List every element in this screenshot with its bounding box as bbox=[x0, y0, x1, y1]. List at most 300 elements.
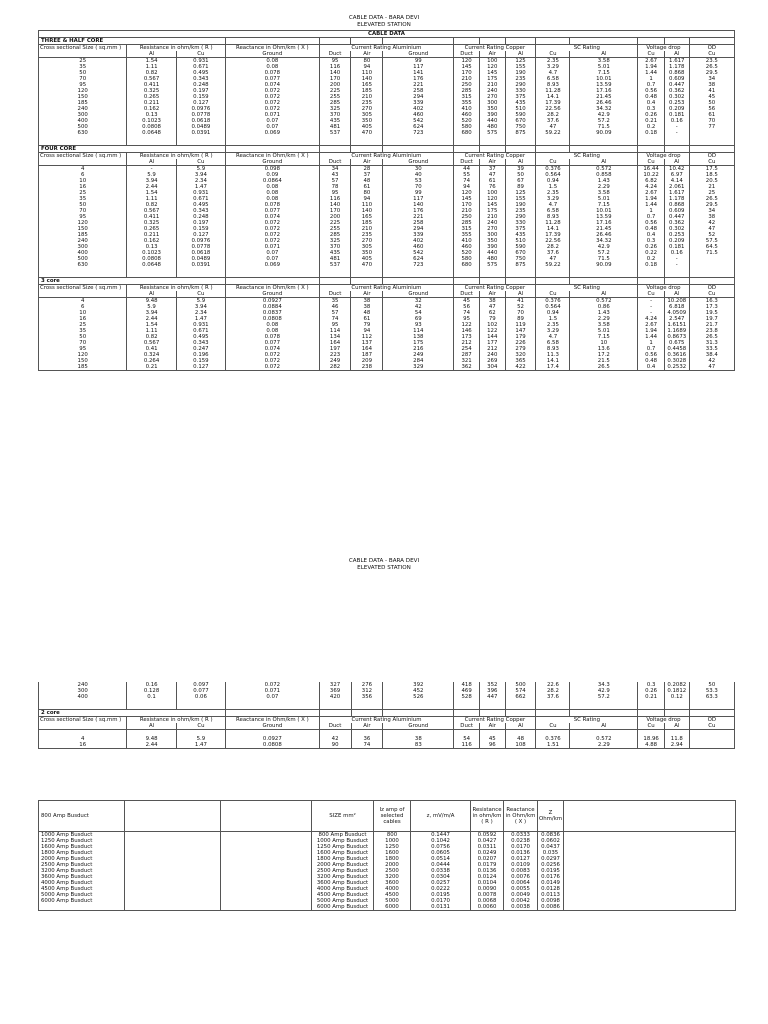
column-group-label: Cross sectional Size ( sq.mm ) bbox=[39, 717, 127, 724]
value-cell: 537 bbox=[319, 130, 351, 136]
busduct-reactance: 0.0049 bbox=[504, 892, 538, 898]
value-cell: 0.12 bbox=[664, 694, 689, 700]
value-cell: 120 bbox=[479, 64, 505, 70]
value-cell: 6.58 bbox=[536, 76, 570, 82]
value-cell: 1.617 bbox=[664, 190, 689, 196]
value-cell: 3.29 bbox=[536, 196, 570, 202]
busduct-size-label: 1000 Amp Busduct bbox=[312, 838, 374, 844]
busduct-size-label: 1800 Amp Busduct bbox=[312, 856, 374, 862]
value-cell: 0.82 bbox=[127, 70, 176, 76]
value-cell: 173 bbox=[454, 334, 480, 340]
value-cell: 580 bbox=[454, 124, 480, 130]
value-cell: 270 bbox=[479, 94, 505, 100]
value-cell: 67 bbox=[505, 178, 536, 184]
value-cell: 17.3 bbox=[689, 304, 734, 310]
value-cell: 470 bbox=[351, 262, 383, 268]
value-cell: 1.43 bbox=[570, 178, 638, 184]
value-cell: 0.3 bbox=[638, 238, 665, 244]
value-cell: 10.42 bbox=[664, 166, 689, 173]
value-cell: 134 bbox=[319, 334, 351, 340]
value-cell: 0.16 bbox=[664, 250, 689, 256]
value-cell: 14.1 bbox=[536, 358, 570, 364]
value-cell: 0.127 bbox=[176, 232, 225, 238]
value-cell: - bbox=[664, 124, 689, 130]
column-group-label: Resistance in ohm/km ( R ) bbox=[127, 45, 226, 52]
value-cell: 235 bbox=[351, 100, 383, 106]
value-cell: 140 bbox=[319, 70, 351, 76]
value-cell: 390 bbox=[479, 244, 505, 250]
empty-cell bbox=[479, 38, 505, 45]
value-cell: 0.325 bbox=[127, 88, 176, 94]
value-cell: 0.0808 bbox=[226, 742, 320, 749]
value-cell: 1.44 bbox=[638, 202, 665, 208]
value-cell: 17.16 bbox=[570, 88, 638, 94]
value-cell: 402 bbox=[383, 238, 454, 244]
busduct-reactance: 0.0333 bbox=[504, 832, 538, 839]
value-cell: 1.54 bbox=[127, 58, 176, 65]
value-cell: 62 bbox=[479, 310, 505, 316]
value-cell: 95 bbox=[319, 190, 351, 196]
value-cell: 0.324 bbox=[127, 352, 176, 358]
value-cell: 38 bbox=[689, 82, 734, 88]
value-cell: 117 bbox=[383, 64, 454, 70]
busduct-name: 3600 Amp Busduct bbox=[39, 874, 125, 880]
value-cell: 94 bbox=[454, 184, 480, 190]
value-cell: 94 bbox=[351, 64, 383, 70]
value-cell: 0.13 bbox=[127, 112, 176, 118]
value-cell: 47 bbox=[536, 256, 570, 262]
column-group-label: Reactance in Ohm/km ( X ) bbox=[226, 153, 320, 160]
busduct-size-label: 1250 Amp Busduct bbox=[312, 844, 374, 850]
value-cell: 0.1 bbox=[127, 694, 176, 700]
value-cell: 0.08 bbox=[226, 64, 320, 70]
value-cell: 71.5 bbox=[689, 250, 734, 256]
value-cell: 235 bbox=[505, 76, 536, 82]
value-cell: 520 bbox=[454, 250, 480, 256]
value-cell: 0.572 bbox=[570, 298, 638, 305]
empty-cell bbox=[638, 136, 665, 146]
empty-cell bbox=[454, 136, 480, 146]
busduct-resistance: 0.0207 bbox=[471, 856, 504, 862]
size-cell: 35 bbox=[39, 196, 127, 202]
value-cell: 61 bbox=[351, 184, 383, 190]
column-subheader-label: Al bbox=[505, 51, 536, 58]
column-subheader-label: Ground bbox=[226, 291, 320, 298]
value-cell: 0.48 bbox=[638, 226, 665, 232]
section-title-row bbox=[39, 38, 735, 45]
value-cell: 147 bbox=[505, 328, 536, 334]
value-cell: 0.0648 bbox=[127, 262, 176, 268]
value-cell: 5.9 bbox=[176, 298, 225, 305]
value-cell: 28.2 bbox=[536, 244, 570, 250]
value-cell: 48 bbox=[351, 310, 383, 316]
busduct-name: 3200 Amp Busduct bbox=[39, 868, 125, 874]
column-subheader-label: Air bbox=[479, 723, 505, 730]
value-cell: 6.58 bbox=[536, 208, 570, 214]
value-cell: 590 bbox=[505, 244, 536, 250]
value-cell: 270 bbox=[479, 226, 505, 232]
value-cell: 5.01 bbox=[570, 64, 638, 70]
value-cell: 30 bbox=[383, 166, 454, 173]
empty-cell bbox=[505, 146, 536, 153]
value-cell: 225 bbox=[319, 220, 351, 226]
value-cell: 0.248 bbox=[176, 82, 225, 88]
value-cell: 22.56 bbox=[536, 238, 570, 244]
busduct-name: 2000 Amp Busduct bbox=[39, 856, 125, 862]
value-cell: 28 bbox=[351, 166, 383, 173]
value-cell: 392 bbox=[383, 682, 454, 688]
value-cell: 17.39 bbox=[536, 100, 570, 106]
value-cell: 420 bbox=[319, 694, 351, 700]
value-cell: 0.069 bbox=[226, 262, 320, 268]
busduct-size-label: 1600 Amp Busduct bbox=[312, 850, 374, 856]
value-cell: 0.0976 bbox=[176, 106, 225, 112]
empty-cell bbox=[454, 700, 480, 710]
column-group-label: Current Rating Copper bbox=[454, 717, 536, 724]
value-cell: 69 bbox=[383, 316, 454, 322]
empty-cell bbox=[689, 268, 734, 278]
value-cell: 212 bbox=[479, 346, 505, 352]
busduct-z: 0.1447 bbox=[411, 832, 471, 839]
value-cell: 250 bbox=[454, 82, 480, 88]
value-cell: 375 bbox=[505, 94, 536, 100]
busduct-iz: 800 bbox=[374, 832, 411, 839]
value-cell: 47 bbox=[689, 226, 734, 232]
value-cell: 287 bbox=[454, 352, 480, 358]
value-cell: 369 bbox=[319, 688, 351, 694]
value-cell: 0.077 bbox=[226, 340, 320, 346]
size-header: SIZE mm² bbox=[312, 801, 374, 832]
value-cell: 0.0489 bbox=[176, 256, 225, 262]
empty-cell bbox=[689, 710, 734, 717]
value-cell: 0.07 bbox=[226, 256, 320, 262]
column-group-label: SC Rating bbox=[536, 285, 638, 292]
busduct-z-ohm: 0.0098 bbox=[538, 898, 564, 904]
value-cell: 0.675 bbox=[664, 340, 689, 346]
value-cell: 42 bbox=[383, 304, 454, 310]
value-cell: 175 bbox=[479, 208, 505, 214]
value-cell: 210 bbox=[351, 94, 383, 100]
size-cell: 70 bbox=[39, 340, 127, 346]
value-cell: 63.3 bbox=[689, 694, 734, 700]
value-cell: 574 bbox=[505, 688, 536, 694]
value-cell: 26.5 bbox=[689, 334, 734, 340]
value-cell: 93 bbox=[383, 322, 454, 328]
value-cell: 21 bbox=[689, 184, 734, 190]
value-cell: 2.44 bbox=[127, 742, 176, 749]
empty-cell bbox=[664, 38, 689, 45]
value-cell: 0.0489 bbox=[176, 124, 225, 130]
value-cell: 0.567 bbox=[127, 208, 176, 214]
busduct-iz: 3200 bbox=[374, 874, 411, 880]
value-cell: 0.07 bbox=[226, 694, 320, 700]
value-cell: 0.196 bbox=[176, 352, 225, 358]
value-cell: 410 bbox=[454, 106, 480, 112]
value-cell: 0.82 bbox=[127, 202, 176, 208]
value-cell: 210 bbox=[479, 214, 505, 220]
value-cell: 0.264 bbox=[127, 358, 176, 364]
busduct-size-label: 6000 Amp Busduct bbox=[312, 904, 374, 911]
empty-cell bbox=[505, 268, 536, 278]
value-cell: 29.5 bbox=[689, 202, 734, 208]
value-cell: 4.0509 bbox=[664, 310, 689, 316]
empty-cell bbox=[176, 136, 225, 146]
value-cell: 176 bbox=[383, 76, 454, 82]
busduct-reactance: 0.0109 bbox=[504, 862, 538, 868]
z-header: z, mV/m/A bbox=[411, 801, 471, 832]
empty-cell bbox=[226, 278, 320, 285]
value-cell: 0.447 bbox=[664, 214, 689, 220]
empty-cell bbox=[383, 136, 454, 146]
busduct-z: 0.0514 bbox=[411, 856, 471, 862]
busduct-z-ohm: 0.0256 bbox=[538, 862, 564, 868]
value-cell: 0.077 bbox=[226, 208, 320, 214]
column-group-label: OD bbox=[689, 285, 734, 292]
value-cell: - bbox=[638, 310, 665, 316]
value-cell: - bbox=[664, 130, 689, 136]
value-cell: 11.28 bbox=[536, 88, 570, 94]
value-cell: 42.9 bbox=[570, 112, 638, 118]
size-cell: 120 bbox=[39, 220, 127, 226]
column-subheader-label: Cu bbox=[689, 723, 734, 730]
value-cell: 94 bbox=[351, 328, 383, 334]
value-cell: 48 bbox=[505, 736, 536, 742]
value-cell: 145 bbox=[479, 202, 505, 208]
empty-cell bbox=[570, 268, 638, 278]
column-subheader-label: Ground bbox=[226, 51, 320, 58]
value-cell: 45 bbox=[479, 736, 505, 742]
value-cell: 1.11 bbox=[127, 196, 176, 202]
value-cell: 80 bbox=[351, 190, 383, 196]
value-cell: 7.15 bbox=[570, 334, 638, 340]
busduct-size-label: 2000 Amp Busduct bbox=[312, 862, 374, 868]
busduct-name: 6000 Amp Busduct bbox=[39, 898, 125, 904]
value-cell: 1.44 bbox=[638, 70, 665, 76]
value-cell: 14.1 bbox=[536, 94, 570, 100]
value-cell: 59.22 bbox=[536, 262, 570, 268]
section-title-row bbox=[39, 278, 735, 285]
value-cell: 680 bbox=[454, 262, 480, 268]
column-subheader-label: Cu bbox=[689, 51, 734, 58]
column-subheader-label: Cu bbox=[638, 159, 665, 166]
value-cell: 460 bbox=[383, 112, 454, 118]
report-title: CABLE DATA - BARA DEVI bbox=[348, 15, 420, 21]
value-cell: 2.29 bbox=[570, 184, 638, 190]
value-cell: 0.2 bbox=[638, 256, 665, 262]
value-cell: 537 bbox=[319, 262, 351, 268]
value-cell: 209 bbox=[351, 358, 383, 364]
value-cell: 575 bbox=[479, 262, 505, 268]
value-cell: 18.5 bbox=[689, 172, 734, 178]
column-group-label: Current Rating Copper bbox=[454, 45, 536, 52]
value-cell: 0.0927 bbox=[226, 736, 320, 742]
value-cell: 362 bbox=[454, 364, 480, 371]
value-cell: 200 bbox=[319, 214, 351, 220]
empty-cell bbox=[454, 146, 480, 153]
value-cell: 138 bbox=[383, 334, 454, 340]
value-cell: 0.567 bbox=[127, 340, 176, 346]
empty-cell bbox=[454, 268, 480, 278]
value-cell: 249 bbox=[319, 358, 351, 364]
value-cell: 50 bbox=[689, 682, 734, 688]
value-cell: 34.32 bbox=[570, 106, 638, 112]
busduct-iz: 5000 bbox=[374, 898, 411, 904]
busduct-z: 0.1042 bbox=[411, 838, 471, 844]
value-cell: 34 bbox=[319, 166, 351, 173]
value-cell: 0.931 bbox=[176, 322, 225, 328]
value-cell: 0.495 bbox=[176, 202, 225, 208]
value-cell: 2.44 bbox=[127, 316, 176, 322]
value-cell: 1.47 bbox=[176, 742, 225, 749]
value-cell: 61 bbox=[351, 316, 383, 322]
empty-cell bbox=[383, 146, 454, 153]
value-cell: 10 bbox=[570, 340, 638, 346]
empty-cell bbox=[479, 136, 505, 146]
section-title-row bbox=[39, 710, 735, 717]
value-cell: 0.162 bbox=[127, 106, 176, 112]
value-cell: 290 bbox=[505, 82, 536, 88]
column-subheader-label: Cu bbox=[176, 291, 225, 298]
value-cell: 45 bbox=[454, 298, 480, 305]
value-cell: 0.931 bbox=[176, 58, 225, 65]
busduct-name: 4000 Amp Busduct bbox=[39, 880, 125, 886]
value-cell: 279 bbox=[505, 346, 536, 352]
value-cell: 89 bbox=[505, 184, 536, 190]
blank-row bbox=[39, 268, 735, 278]
size-cell: 630 bbox=[39, 130, 127, 136]
value-cell: 28.2 bbox=[536, 688, 570, 694]
value-cell: 0.097 bbox=[176, 682, 225, 688]
value-cell: 0.08 bbox=[226, 328, 320, 334]
value-cell: 0.302 bbox=[664, 94, 689, 100]
value-cell: 1.5 bbox=[536, 184, 570, 190]
size-cell: 185 bbox=[39, 232, 127, 238]
value-cell: 37.6 bbox=[536, 250, 570, 256]
value-cell: 57 bbox=[319, 178, 351, 184]
empty-cell bbox=[505, 710, 536, 717]
value-cell: 0.7 bbox=[638, 82, 665, 88]
value-cell: 0.078 bbox=[226, 202, 320, 208]
iz-header: Iz amp of selected cables bbox=[374, 801, 411, 832]
value-cell: 6.82 bbox=[638, 178, 665, 184]
size-cell: 25 bbox=[39, 58, 127, 65]
busduct-resistance: 0.0090 bbox=[471, 886, 504, 892]
value-cell: 1.44 bbox=[638, 334, 665, 340]
section-title: 2 core bbox=[39, 710, 226, 717]
data-row bbox=[39, 364, 735, 371]
column-group-label: OD bbox=[689, 717, 734, 724]
value-cell: 0.0778 bbox=[176, 244, 225, 250]
busduct-iz: 1000 bbox=[374, 838, 411, 844]
busduct-z: 0.0195 bbox=[411, 892, 471, 898]
value-cell: 26.5 bbox=[570, 364, 638, 371]
value-cell: 100 bbox=[479, 190, 505, 196]
value-cell: 235 bbox=[505, 208, 536, 214]
busduct-table bbox=[38, 800, 736, 911]
busduct-z: 0.0444 bbox=[411, 862, 471, 868]
empty-cell bbox=[226, 136, 320, 146]
empty-cell bbox=[638, 710, 665, 717]
value-cell: 0.209 bbox=[664, 106, 689, 112]
value-cell: 0.7 bbox=[638, 346, 665, 352]
value-cell: 200 bbox=[319, 82, 351, 88]
busduct-z-ohm: 0.0149 bbox=[538, 880, 564, 886]
value-cell: 0.1812 bbox=[664, 688, 689, 694]
value-cell: 57.2 bbox=[570, 118, 638, 124]
value-cell: 57.5 bbox=[689, 238, 734, 244]
value-cell: 0.071 bbox=[226, 688, 320, 694]
value-cell: 223 bbox=[319, 352, 351, 358]
value-cell: 140 bbox=[351, 208, 383, 214]
value-cell: 0.2532 bbox=[664, 364, 689, 371]
column-group-label: Current Rating Copper bbox=[454, 153, 536, 160]
value-cell: 112 bbox=[351, 334, 383, 340]
size-cell: 400 bbox=[39, 118, 127, 124]
value-cell: 41 bbox=[505, 298, 536, 305]
reactance-header: Reactance in Ohm/km ( X ) bbox=[504, 801, 538, 832]
empty-cell bbox=[319, 710, 351, 717]
size-cell: 150 bbox=[39, 226, 127, 232]
size-cell: 70 bbox=[39, 76, 127, 82]
column-subheader-label: Al bbox=[505, 291, 536, 298]
value-cell: 74 bbox=[351, 742, 383, 749]
value-cell: 54 bbox=[454, 736, 480, 742]
empty-cell bbox=[454, 38, 480, 45]
empty-cell bbox=[351, 278, 383, 285]
size-cell: 16 bbox=[39, 184, 127, 190]
value-cell: 0.181 bbox=[664, 112, 689, 118]
busduct-resistance: 0.0104 bbox=[471, 880, 504, 886]
column-subheader-label: Cu bbox=[536, 723, 570, 730]
value-cell: 0.0648 bbox=[127, 130, 176, 136]
value-cell: 0.564 bbox=[536, 304, 570, 310]
value-cell: 0.7 bbox=[638, 214, 665, 220]
value-cell: 17.39 bbox=[536, 232, 570, 238]
table-title-row bbox=[39, 31, 735, 38]
value-cell: 750 bbox=[505, 256, 536, 262]
value-cell: 1 bbox=[638, 340, 665, 346]
value-cell: 19.5 bbox=[689, 310, 734, 316]
value-cell: 0.08 bbox=[226, 322, 320, 328]
report-subtitle: ELEVATED STATION bbox=[357, 22, 411, 28]
value-cell: 0.376 bbox=[536, 166, 570, 173]
value-cell: 144 bbox=[479, 334, 505, 340]
value-cell: 276 bbox=[351, 682, 383, 688]
column-subheader-label: Al bbox=[127, 51, 176, 58]
column-group-label: Reactance in Ohm/km ( X ) bbox=[226, 717, 320, 724]
value-cell: 125 bbox=[505, 190, 536, 196]
value-cell: 235 bbox=[351, 232, 383, 238]
empty-cell bbox=[226, 268, 320, 278]
empty-cell bbox=[505, 38, 536, 45]
value-cell: 0.56 bbox=[638, 220, 665, 226]
value-cell: 125 bbox=[505, 58, 536, 65]
value-cell: 37.6 bbox=[536, 118, 570, 124]
size-cell: 400 bbox=[39, 694, 127, 700]
value-cell: 0.411 bbox=[127, 82, 176, 88]
value-cell: 452 bbox=[383, 688, 454, 694]
column-subheader-label: Cu bbox=[638, 723, 665, 730]
busduct-z-ohm: 0.0602 bbox=[538, 838, 564, 844]
value-cell: 255 bbox=[319, 94, 351, 100]
empty-cell bbox=[505, 278, 536, 285]
value-cell: 396 bbox=[479, 688, 505, 694]
value-cell: 0.08 bbox=[226, 196, 320, 202]
value-cell: 9.48 bbox=[127, 298, 176, 305]
value-cell: 294 bbox=[383, 226, 454, 232]
column-subheader-label: Cu bbox=[638, 291, 665, 298]
value-cell: 61 bbox=[689, 112, 734, 118]
